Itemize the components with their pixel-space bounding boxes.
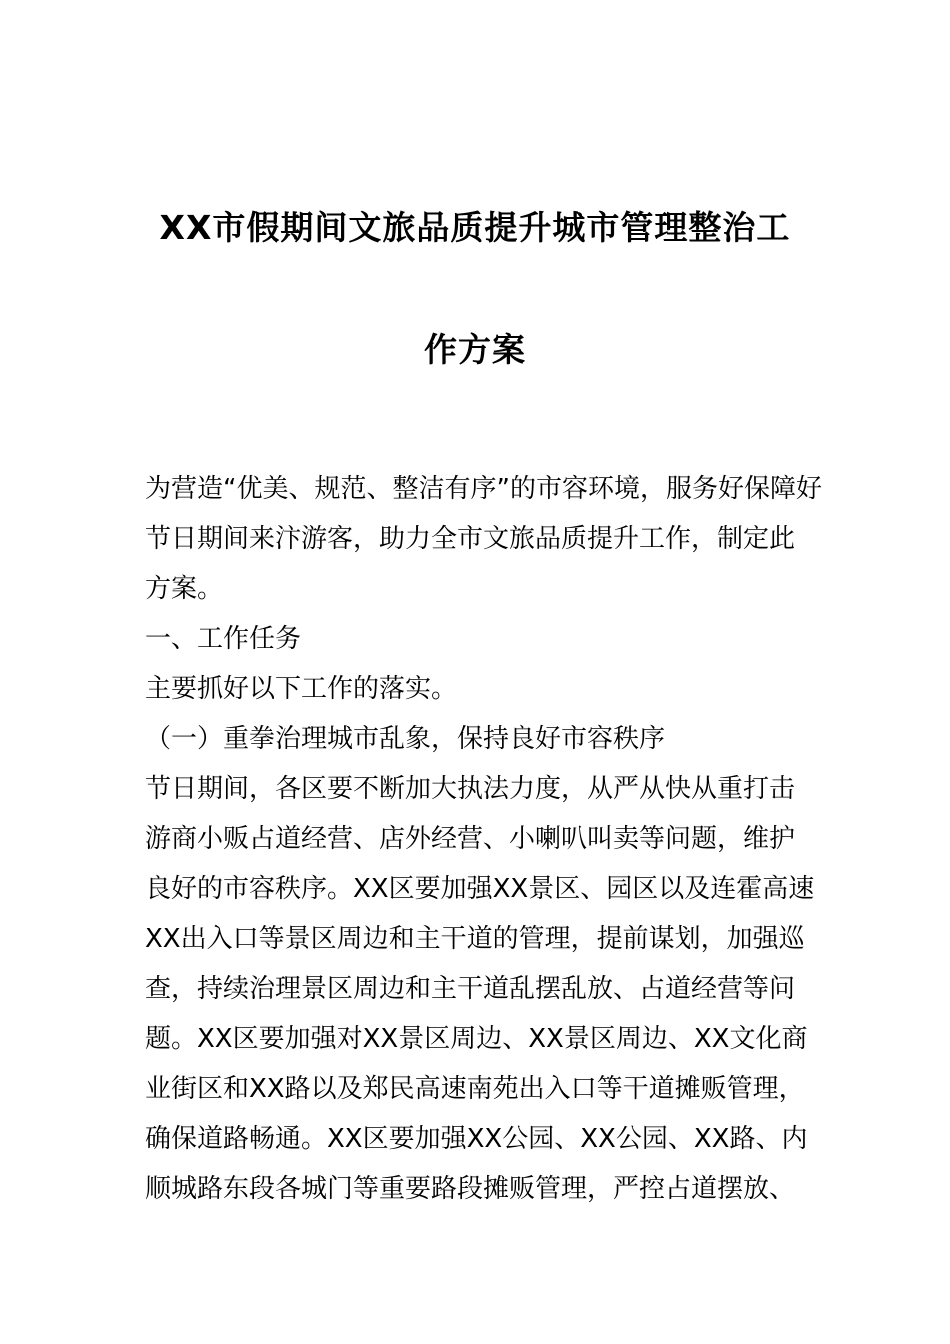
document-title-line-2: 作方案: [424, 330, 526, 369]
paragraph-line: 确保道路畅通。XX区要加强XX公园、XX公园、XX路、内: [145, 1124, 808, 1154]
paragraph-line: 良好的市容秩序。XX区要加强XX景区、园区以及连霍高速: [145, 874, 815, 904]
paragraph-line: XX出入口等景区周边和主干道的管理，提前谋划，加强巡: [145, 924, 805, 954]
intro-line: 节日期间来汴游客，助力全市文旅品质提升工作，制定此: [145, 524, 796, 554]
paragraph-line: 题。XX区要加强对XX景区周边、XX景区周边、XX文化商: [145, 1024, 808, 1054]
paragraph-line: 顺城路东段各城门等重要路段摊贩管理，严控占道摆放、: [145, 1174, 796, 1204]
document-title-line-1: XX市假期间文旅品质提升城市管理整治工: [159, 208, 791, 247]
paragraph-line: 游商小贩占道经营、店外经营、小喇叭叫卖等问题，维护: [145, 824, 796, 854]
paragraph-line: 业街区和XX路以及郑民高速南苑出入口等干道摊贩管理，: [145, 1074, 805, 1104]
intro-line: 方案。: [145, 574, 224, 604]
paragraph-line: 查，持续治理景区周边和主干道乱摆乱放、占道经营等问: [145, 974, 796, 1004]
paragraph-line: 节日期间，各区要不断加大执法力度，从严从快从重打击: [145, 774, 796, 804]
section-lead: 主要抓好以下工作的落实。: [145, 674, 458, 704]
intro-line: 为营造“优美、规范、整洁有序”的市容环境，服务好保障好: [145, 474, 822, 504]
document-body: [145, 464, 822, 1214]
section-heading: 一、工作任务: [145, 624, 302, 654]
subsection-heading: （一）重拳治理城市乱象，保持良好市容秩序: [145, 724, 666, 754]
